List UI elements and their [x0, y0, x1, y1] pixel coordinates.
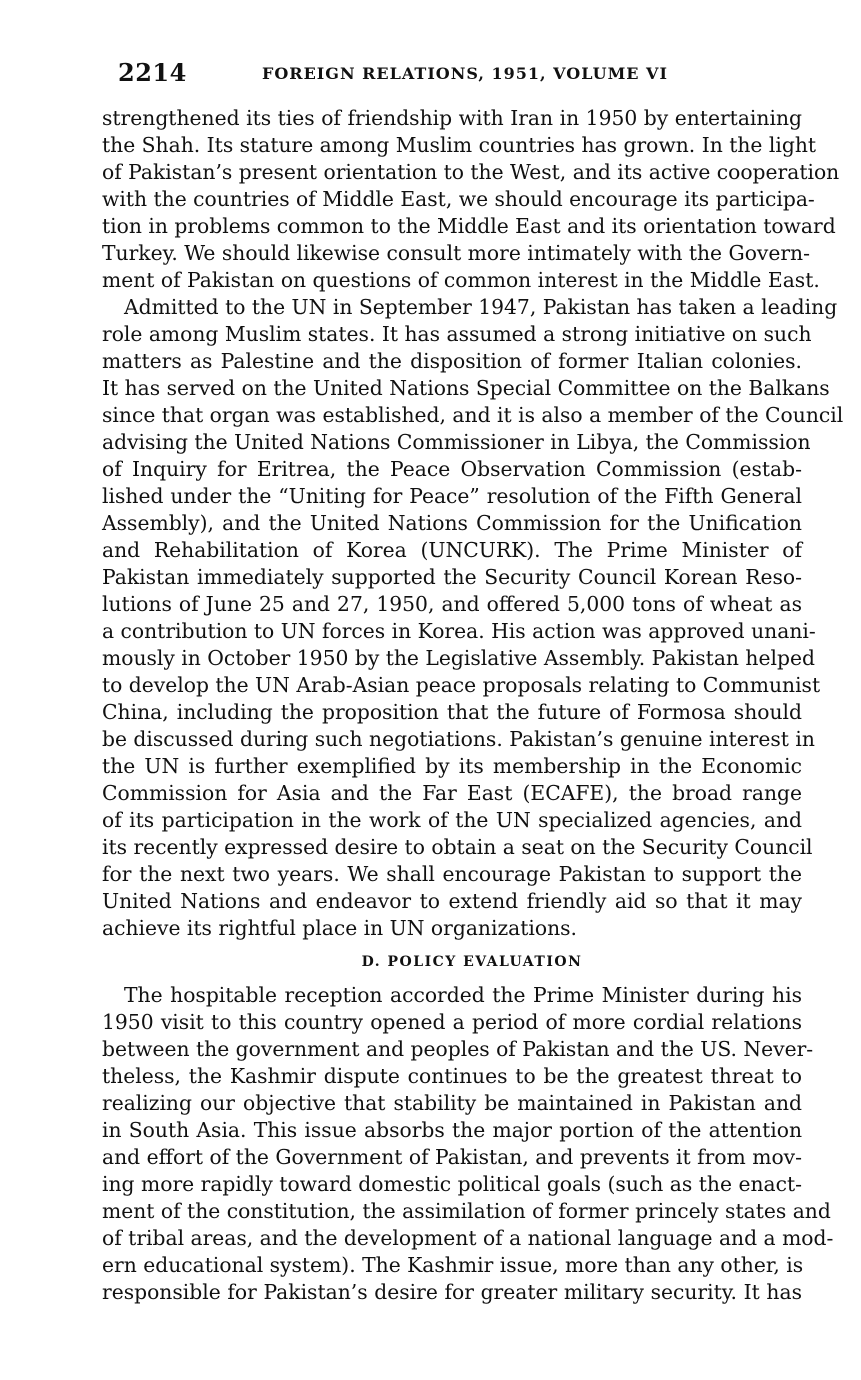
text-line: ern educational system). The Kashmir issue, more than any other, is [102, 1253, 804, 1277]
page-number: 2214 [118, 58, 187, 87]
text-line: of Pakistan’s present orientation to the West, and its active cooperation [102, 160, 840, 184]
running-head: FOREIGN RELATIONS, 1951, VOLUME VI [262, 64, 668, 83]
text-line: since that organ was established, and it is also a member of the Council [102, 403, 844, 427]
text-line: and effort of the Government of Pakistan, and prevents it from mov- [102, 1145, 802, 1169]
text-line: role among Muslim states. It has assumed a strong initiative on such [102, 322, 812, 346]
text-line: with the countries of Middle East, we should encourage its participa- [102, 187, 815, 211]
text-line: between the government and peoples of Pakistan and the US. Never- [102, 1037, 814, 1061]
text-line: Admitted to the UN in September 1947, Pakistan has taken a leading [124, 295, 838, 319]
text-line: It has served on the United Nations Special Committee on the Balkans [102, 376, 830, 400]
text-line: advising the United Nations Commissioner in Libya, the Commission [102, 430, 811, 454]
text-line: lutions of June 25 and 27, 1950, and offered 5,000 tons of wheat as [102, 592, 802, 616]
text-line: be discussed during such negotiations. Pakistan’s genuine interest in [102, 727, 815, 751]
text-line: matters as Palestine and the disposition of former Italian colonies. [102, 349, 802, 373]
text-line: Pakistan immediately supported the Security Council Korean Reso- [102, 565, 802, 589]
text-line: responsible for Pakistan’s desire for greater military security. It has [102, 1280, 802, 1304]
text-line: achieve its rightful place in UN organizations. [102, 916, 577, 940]
text-line: to develop the UN Arab-Asian peace proposals relating to Communist [102, 673, 821, 697]
text-line: mously in October 1950 by the Legislative Assembly. Pakistan helped [102, 646, 815, 670]
paragraph-un-membership [102, 294, 844, 942]
text-line: the Shah. Its stature among Muslim countries has grown. In the light [102, 133, 817, 157]
text-line: for the next two years. We shall encourage Pakistan to support the [102, 862, 802, 886]
paragraph-continuation [102, 105, 840, 294]
text-line: ing more rapidly toward domestic political goals (such as the enact- [102, 1172, 802, 1196]
text-line: United Nations and endeavor to extend friendly aid so that it may [102, 889, 802, 913]
text-line: the UN is further exemplified by its membership in the Economic [102, 754, 802, 778]
text-line: of tribal areas, and the development of a national language and a mod- [102, 1226, 834, 1250]
section-heading: D. POLICY EVALUATION [361, 954, 583, 970]
text-line: its recently expressed desire to obtain a seat on the Security Council [102, 835, 813, 859]
text-line: theless, the Kashmir dispute continues to be the greatest threat to [102, 1064, 802, 1088]
text-line: 1950 visit to this country opened a period of more cordial relations [102, 1010, 802, 1034]
body-text [102, 105, 844, 1306]
text-line: a contribution to UN forces in Korea. His action was approved unani- [102, 619, 816, 643]
text-line: ment of Pakistan on questions of common interest in the Middle East. [102, 268, 820, 292]
text-line: lished under the “Uniting for Peace” resolution of the Fifth General [102, 484, 802, 508]
text-line: Turkey. We should likewise consult more intimately with the Govern- [102, 241, 810, 265]
text-line: of its participation in the work of the UN specialized agencies, and [102, 808, 802, 832]
page-header [118, 58, 808, 94]
text-line: Assembly), and the United Nations Commission for the Unification [102, 511, 802, 535]
text-line: and Rehabilitation of Korea (UNCURK). The Prime Minister of [102, 538, 802, 562]
text-line: tion in problems common to the Middle East and its orientation toward [102, 214, 836, 238]
text-line: China, including the proposition that the future of Formosa should [102, 700, 802, 724]
text-line: of Inquiry for Eritrea, the Peace Observation Commission (estab- [102, 457, 802, 481]
text-line: ment of the constitution, the assimilation of former princely states and [102, 1199, 831, 1223]
text-line: in South Asia. This issue absorbs the major portion of the attention [102, 1118, 802, 1142]
paragraph-policy-evaluation [102, 982, 834, 1306]
text-line: realizing our objective that stability be maintained in Pakistan and [102, 1091, 802, 1115]
text-line: Commission for Asia and the Far East (ECAFE), the broad range [102, 781, 802, 805]
text-line: strengthened its ties of friendship with Iran in 1950 by entertaining [102, 106, 802, 130]
text-line: The hospitable reception accorded the Prime Minister during his [124, 983, 802, 1007]
